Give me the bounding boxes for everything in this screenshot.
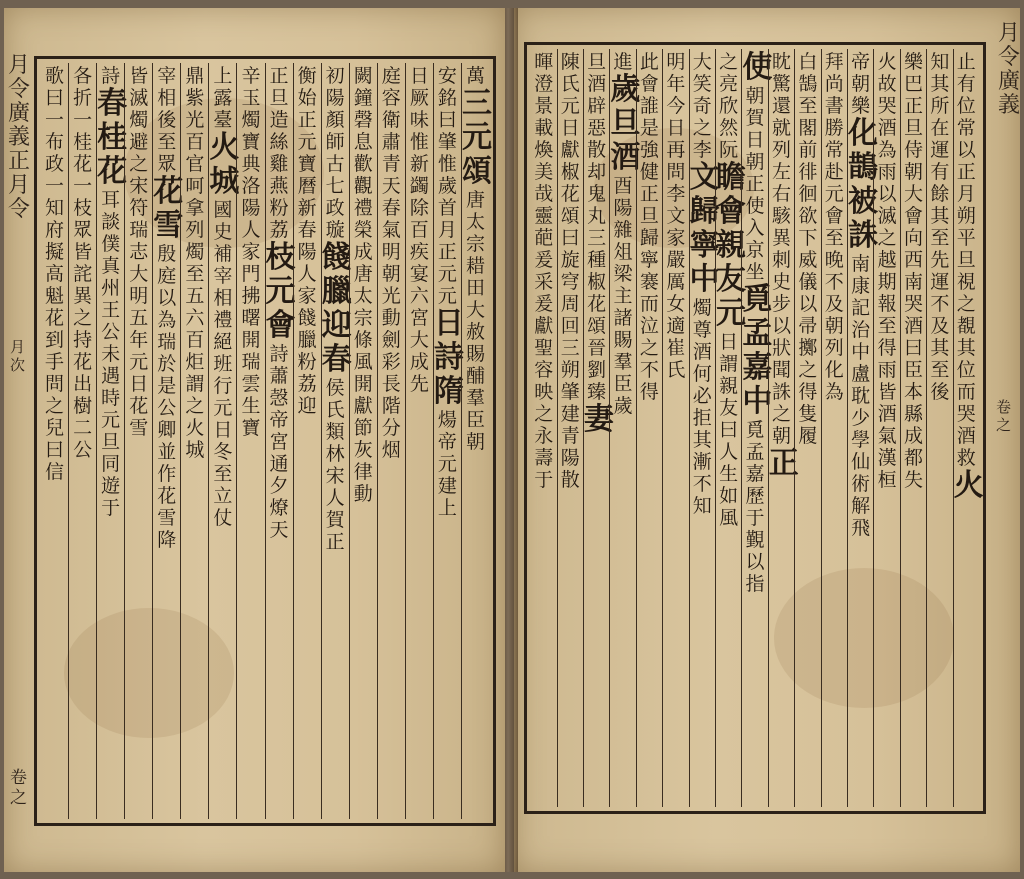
- right-column: 旦 酒 辟 惡 散 却 鬼 丸 三 種 椒 花 頌 晉 劉 臻 妻: [583, 49, 609, 807]
- left-column: 正 旦 造 絲 雞 燕 粉 荔 枝 元 會 詩 蕭 愨 帝 宮 通 夕 燎 天: [265, 63, 293, 819]
- left-running-title: 月 令 廣 義 正 月 令: [8, 53, 31, 222]
- right-column: 進 歲 旦 酒 酉 陽 雜 俎 梁 主 諸 賜 羣 臣 歲: [609, 49, 635, 807]
- right-column: 明 年 今 日 再 問 李 文 家 嚴 厲 女 適 崔 氏: [662, 49, 688, 807]
- right-column: 火 故 哭 酒 為 雨 以 滅 之 越 期 報 至 得 雨 皆 酒 氣 漢 桓: [873, 49, 899, 807]
- right-column: 拜 尚 書 勝 常 赴 元 會 至 晚 不 及 朝 列 化 為: [821, 49, 847, 807]
- left-column: 宰 相 後 至 眾 花 雪 殷 庭 以 為 瑞 於 是 公 卿 並 作 花 雪 降: [152, 63, 180, 819]
- left-margin-note: 月 次: [10, 338, 26, 374]
- left-page: [4, 8, 505, 872]
- left-column: 詩 春 桂 花 耳 談 僕 真 州 王 公 未 遇 時 元 旦 同 遊 于: [96, 63, 124, 819]
- left-column: 庭 容 衛 肅 青 天 春 氣 明 朝 光 動 劍 彩 長 階 分 烟: [377, 63, 405, 819]
- left-column: 辛 玉 燭 寶 典 洛 陽 人 家 門 拂 曙 開 瑞 雲 生 寶: [236, 63, 264, 819]
- right-column: 此 會 誰 是 強 健 正 旦 歸 寧 褰 而 泣 之 不 得: [636, 49, 662, 807]
- left-column: 初 陽 顏 師 古 七 政 璇 餞 臘 迎 春 侯 氏 類 林 宋 人 賀 正: [321, 63, 349, 819]
- right-column: 白 鵠 至 閣 前 徘 徊 欲 下 威 儀 以 帚 擲 之 得 隻 履: [794, 49, 820, 807]
- right-column: 知 其 所 在 運 有 餘 其 至 先 運 不 及 其 至 後: [926, 49, 952, 807]
- right-volume-mark: 卷 之: [996, 398, 1012, 434]
- left-column: 安 銘 曰 肇 惟 歲 首 月 正 元 元 日 詩 隋 煬 帝 元 建 上: [433, 63, 461, 819]
- right-page: [514, 8, 1020, 872]
- right-column: 暉 澄 景 載 煥 美 哉 靈 葩 爰 采 爰 獻 聖 容 映 之 永 壽 于: [534, 51, 554, 491]
- left-column: 闕 鐘 磬 息 歡 觀 禮 榮 成 唐 太 宗 條 風 開 獻 節 灰 律 動: [349, 63, 377, 819]
- left-volume-mark: 卷 之: [10, 768, 27, 808]
- right-running-title: 月 令 廣 義: [998, 21, 1021, 118]
- left-column: 上 露 臺 火 城 國 史 補 宰 相 禮 絕 班 行 元 日 冬 至 立 仗: [208, 63, 236, 819]
- left-text-frame: [34, 56, 496, 826]
- left-column: 萬 三 元 頌 唐 太 宗 耤 田 大 赦 賜 酺 羣 臣 朝: [461, 63, 489, 819]
- right-column: 止 有 位 常 以 正 月 朔 平 旦 視 之 覩 其 位 而 哭 酒 救 火: [953, 49, 979, 807]
- left-column: 皆 滅 燭 避 之 宋 符 瑞 志 大 明 五 年 元 日 花 雪: [124, 63, 152, 819]
- right-column: 帝 朝 樂 化 鵲 被 誅 南 康 記 治 中 盧 耽 少 學 仙 術 解 飛: [847, 49, 873, 807]
- left-column: 衡 始 正 元 寶 曆 新 春 陽 人 家 餞 臘 粉 荔 迎: [293, 63, 321, 819]
- right-text-frame: [524, 42, 986, 814]
- right-column: 之 亮 欣 然 阮 瞻 會 親 友 元 日 謂 親 友 曰 人 生 如 風: [715, 49, 741, 807]
- right-column: 陳 氏 元 日 獻 椒 花 頌 曰 旋 穹 周 回 三 朔 肇 建 青 陽 散: [557, 49, 583, 807]
- right-column: 使 朝 賀 日 朝 正 使 入 京 坐 覓 孟 嘉 中 覓 孟 嘉 歷 于 覲 以 指: [741, 49, 767, 807]
- right-column: 大 笑 奇 之 李 文 歸 寧 中 燭 尊 酒 何 必 拒 其 漸 不 知: [689, 49, 715, 807]
- left-columns: [41, 63, 492, 819]
- left-column: 歌 曰 一 布 政 一 知 府 擬 高 魁 花 到 手 問 之 兒 曰 信: [45, 65, 65, 483]
- right-columns: [531, 49, 984, 807]
- left-column: 日 厥 味 惟 新 蠲 除 百 疾 宴 六 宮 大 成 先: [405, 63, 433, 819]
- right-column: 眈 驚 還 就 列 左 右 駭 異 刺 史 步 以 狀 聞 誅 之 朝 正: [768, 49, 794, 807]
- right-column: 樂 巴 正 旦 侍 朝 大 會 向 西 南 哭 酒 曰 臣 本 縣 成 都 失: [900, 49, 926, 807]
- left-column: 鼎 紫 光 百 官 呵 拿 列 燭 至 五 六 百 炬 謂 之 火 城: [180, 63, 208, 819]
- left-column: 各 折 一 桂 花 一 枝 眾 皆 詫 異 之 持 花 出 樹 二 公: [68, 63, 96, 819]
